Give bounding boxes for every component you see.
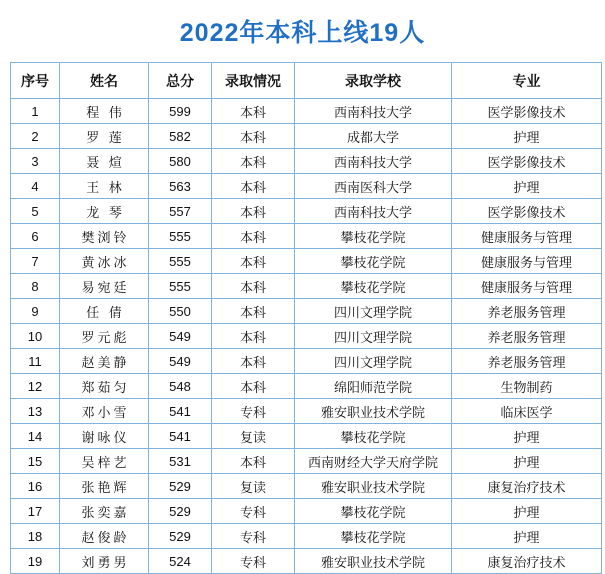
cell-score: 549 bbox=[149, 324, 212, 349]
cell-school: 四川文理学院 bbox=[295, 324, 452, 349]
cell-major: 护理 bbox=[452, 524, 602, 549]
table-row bbox=[11, 449, 602, 474]
cell-index: 6 bbox=[11, 224, 60, 249]
cell-score: 529 bbox=[149, 499, 212, 524]
cell-admission-status: 专科 bbox=[212, 524, 295, 549]
cell-school: 西南科技大学 bbox=[295, 199, 452, 224]
cell-score: 555 bbox=[149, 274, 212, 299]
cell-name: 郑茹匀 bbox=[60, 374, 149, 399]
table-row bbox=[11, 199, 602, 224]
cell-index: 15 bbox=[11, 449, 60, 474]
cell-name: 张奕嘉 bbox=[60, 499, 149, 524]
cell-major: 健康服务与管理 bbox=[452, 249, 602, 274]
table-row bbox=[11, 274, 602, 299]
cell-admission-status: 专科 bbox=[212, 499, 295, 524]
table-row bbox=[11, 299, 602, 324]
cell-school: 雅安职业技术学院 bbox=[295, 474, 452, 499]
cell-school: 四川文理学院 bbox=[295, 299, 452, 324]
cell-major: 健康服务与管理 bbox=[452, 274, 602, 299]
cell-admission-status: 本科 bbox=[212, 249, 295, 274]
admissions-table bbox=[10, 62, 602, 574]
table-header bbox=[11, 63, 602, 99]
cell-admission-status: 本科 bbox=[212, 349, 295, 374]
cell-score: 529 bbox=[149, 524, 212, 549]
cell-school: 西南医科大学 bbox=[295, 174, 452, 199]
table-row bbox=[11, 99, 602, 124]
cell-score: 550 bbox=[149, 299, 212, 324]
cell-name: 王 林 bbox=[60, 174, 149, 199]
table-row bbox=[11, 174, 602, 199]
cell-admission-status: 复读 bbox=[212, 424, 295, 449]
cell-major: 医学影像技术 bbox=[452, 199, 602, 224]
cell-major: 护理 bbox=[452, 499, 602, 524]
column-header-score: 总分 bbox=[149, 63, 212, 99]
cell-major: 养老服务管理 bbox=[452, 299, 602, 324]
cell-score: 524 bbox=[149, 549, 212, 574]
table-row bbox=[11, 149, 602, 174]
cell-name: 任 倩 bbox=[60, 299, 149, 324]
table-row bbox=[11, 549, 602, 574]
cell-admission-status: 本科 bbox=[212, 299, 295, 324]
cell-major: 医学影像技术 bbox=[452, 99, 602, 124]
cell-index: 2 bbox=[11, 124, 60, 149]
cell-score: 555 bbox=[149, 249, 212, 274]
cell-index: 16 bbox=[11, 474, 60, 499]
cell-index: 5 bbox=[11, 199, 60, 224]
cell-score: 557 bbox=[149, 199, 212, 224]
cell-index: 17 bbox=[11, 499, 60, 524]
cell-index: 8 bbox=[11, 274, 60, 299]
cell-school: 四川文理学院 bbox=[295, 349, 452, 374]
cell-index: 13 bbox=[11, 399, 60, 424]
cell-school: 西南科技大学 bbox=[295, 149, 452, 174]
cell-score: 531 bbox=[149, 449, 212, 474]
cell-major: 生物制药 bbox=[452, 374, 602, 399]
cell-major: 临床医学 bbox=[452, 399, 602, 424]
cell-score: 563 bbox=[149, 174, 212, 199]
cell-school: 攀枝花学院 bbox=[295, 249, 452, 274]
cell-name: 程 伟 bbox=[60, 99, 149, 124]
cell-name: 邓小雪 bbox=[60, 399, 149, 424]
cell-admission-status: 本科 bbox=[212, 274, 295, 299]
table-row bbox=[11, 474, 602, 499]
cell-index: 1 bbox=[11, 99, 60, 124]
cell-major: 护理 bbox=[452, 124, 602, 149]
table-row bbox=[11, 499, 602, 524]
cell-school: 绵阳师范学院 bbox=[295, 374, 452, 399]
cell-school: 西南科技大学 bbox=[295, 99, 452, 124]
cell-name: 聂 煊 bbox=[60, 149, 149, 174]
cell-admission-status: 本科 bbox=[212, 374, 295, 399]
cell-major: 康复治疗技术 bbox=[452, 549, 602, 574]
cell-index: 10 bbox=[11, 324, 60, 349]
cell-index: 4 bbox=[11, 174, 60, 199]
cell-score: 549 bbox=[149, 349, 212, 374]
cell-school: 成都大学 bbox=[295, 124, 452, 149]
table-row bbox=[11, 324, 602, 349]
cell-admission-status: 专科 bbox=[212, 399, 295, 424]
cell-score: 580 bbox=[149, 149, 212, 174]
cell-name: 张艳辉 bbox=[60, 474, 149, 499]
cell-admission-status: 本科 bbox=[212, 449, 295, 474]
page-title: 2022年本科上线19人 bbox=[179, 19, 426, 47]
cell-score: 529 bbox=[149, 474, 212, 499]
cell-score: 541 bbox=[149, 399, 212, 424]
cell-admission-status: 本科 bbox=[212, 324, 295, 349]
cell-name: 谢咏仪 bbox=[60, 424, 149, 449]
cell-admission-status: 专科 bbox=[212, 549, 295, 574]
cell-name: 樊浏铃 bbox=[60, 224, 149, 249]
cell-score: 541 bbox=[149, 424, 212, 449]
cell-school: 雅安职业技术学院 bbox=[295, 549, 452, 574]
cell-admission-status: 本科 bbox=[212, 124, 295, 149]
column-header-name: 姓名 bbox=[60, 63, 149, 99]
cell-school: 攀枝花学院 bbox=[295, 274, 452, 299]
cell-major: 护理 bbox=[452, 424, 602, 449]
cell-school: 西南财经大学天府学院 bbox=[295, 449, 452, 474]
cell-major: 健康服务与管理 bbox=[452, 224, 602, 249]
cell-admission-status: 本科 bbox=[212, 99, 295, 124]
cell-name: 赵美静 bbox=[60, 349, 149, 374]
table-row bbox=[11, 399, 602, 424]
cell-name: 龙 琴 bbox=[60, 199, 149, 224]
column-header-admission-status: 录取情况 bbox=[212, 63, 295, 99]
cell-school: 攀枝花学院 bbox=[295, 499, 452, 524]
cell-school: 雅安职业技术学院 bbox=[295, 399, 452, 424]
table-row bbox=[11, 249, 602, 274]
column-header-index: 序号 bbox=[11, 63, 60, 99]
cell-school: 攀枝花学院 bbox=[295, 424, 452, 449]
table-row bbox=[11, 374, 602, 399]
table-header-row bbox=[11, 63, 602, 99]
cell-index: 19 bbox=[11, 549, 60, 574]
cell-name: 罗 莲 bbox=[60, 124, 149, 149]
cell-school: 攀枝花学院 bbox=[295, 224, 452, 249]
cell-index: 14 bbox=[11, 424, 60, 449]
cell-major: 养老服务管理 bbox=[452, 324, 602, 349]
cell-index: 18 bbox=[11, 524, 60, 549]
cell-name: 罗元彪 bbox=[60, 324, 149, 349]
title-bar bbox=[10, 0, 595, 62]
cell-index: 12 bbox=[11, 374, 60, 399]
cell-admission-status: 本科 bbox=[212, 224, 295, 249]
cell-score: 599 bbox=[149, 99, 212, 124]
column-header-school: 录取学校 bbox=[295, 63, 452, 99]
cell-major: 康复治疗技术 bbox=[452, 474, 602, 499]
table-row bbox=[11, 224, 602, 249]
cell-school: 攀枝花学院 bbox=[295, 524, 452, 549]
table-body bbox=[11, 99, 602, 574]
cell-index: 7 bbox=[11, 249, 60, 274]
cell-major: 护理 bbox=[452, 449, 602, 474]
cell-name: 赵俊龄 bbox=[60, 524, 149, 549]
cell-admission-status: 本科 bbox=[212, 199, 295, 224]
table-row bbox=[11, 424, 602, 449]
table-row bbox=[11, 124, 602, 149]
cell-index: 3 bbox=[11, 149, 60, 174]
cell-name: 黄冰冰 bbox=[60, 249, 149, 274]
cell-index: 11 bbox=[11, 349, 60, 374]
cell-admission-status: 本科 bbox=[212, 174, 295, 199]
cell-major: 养老服务管理 bbox=[452, 349, 602, 374]
table-row bbox=[11, 524, 602, 549]
cell-score: 548 bbox=[149, 374, 212, 399]
column-header-major: 专业 bbox=[452, 63, 602, 99]
cell-score: 582 bbox=[149, 124, 212, 149]
cell-name: 吴梓艺 bbox=[60, 449, 149, 474]
cell-score: 555 bbox=[149, 224, 212, 249]
table-row bbox=[11, 349, 602, 374]
cell-major: 医学影像技术 bbox=[452, 149, 602, 174]
cell-major: 护理 bbox=[452, 174, 602, 199]
cell-admission-status: 本科 bbox=[212, 149, 295, 174]
cell-admission-status: 复读 bbox=[212, 474, 295, 499]
cell-name: 刘勇男 bbox=[60, 549, 149, 574]
cell-index: 9 bbox=[11, 299, 60, 324]
cell-name: 易宛廷 bbox=[60, 274, 149, 299]
